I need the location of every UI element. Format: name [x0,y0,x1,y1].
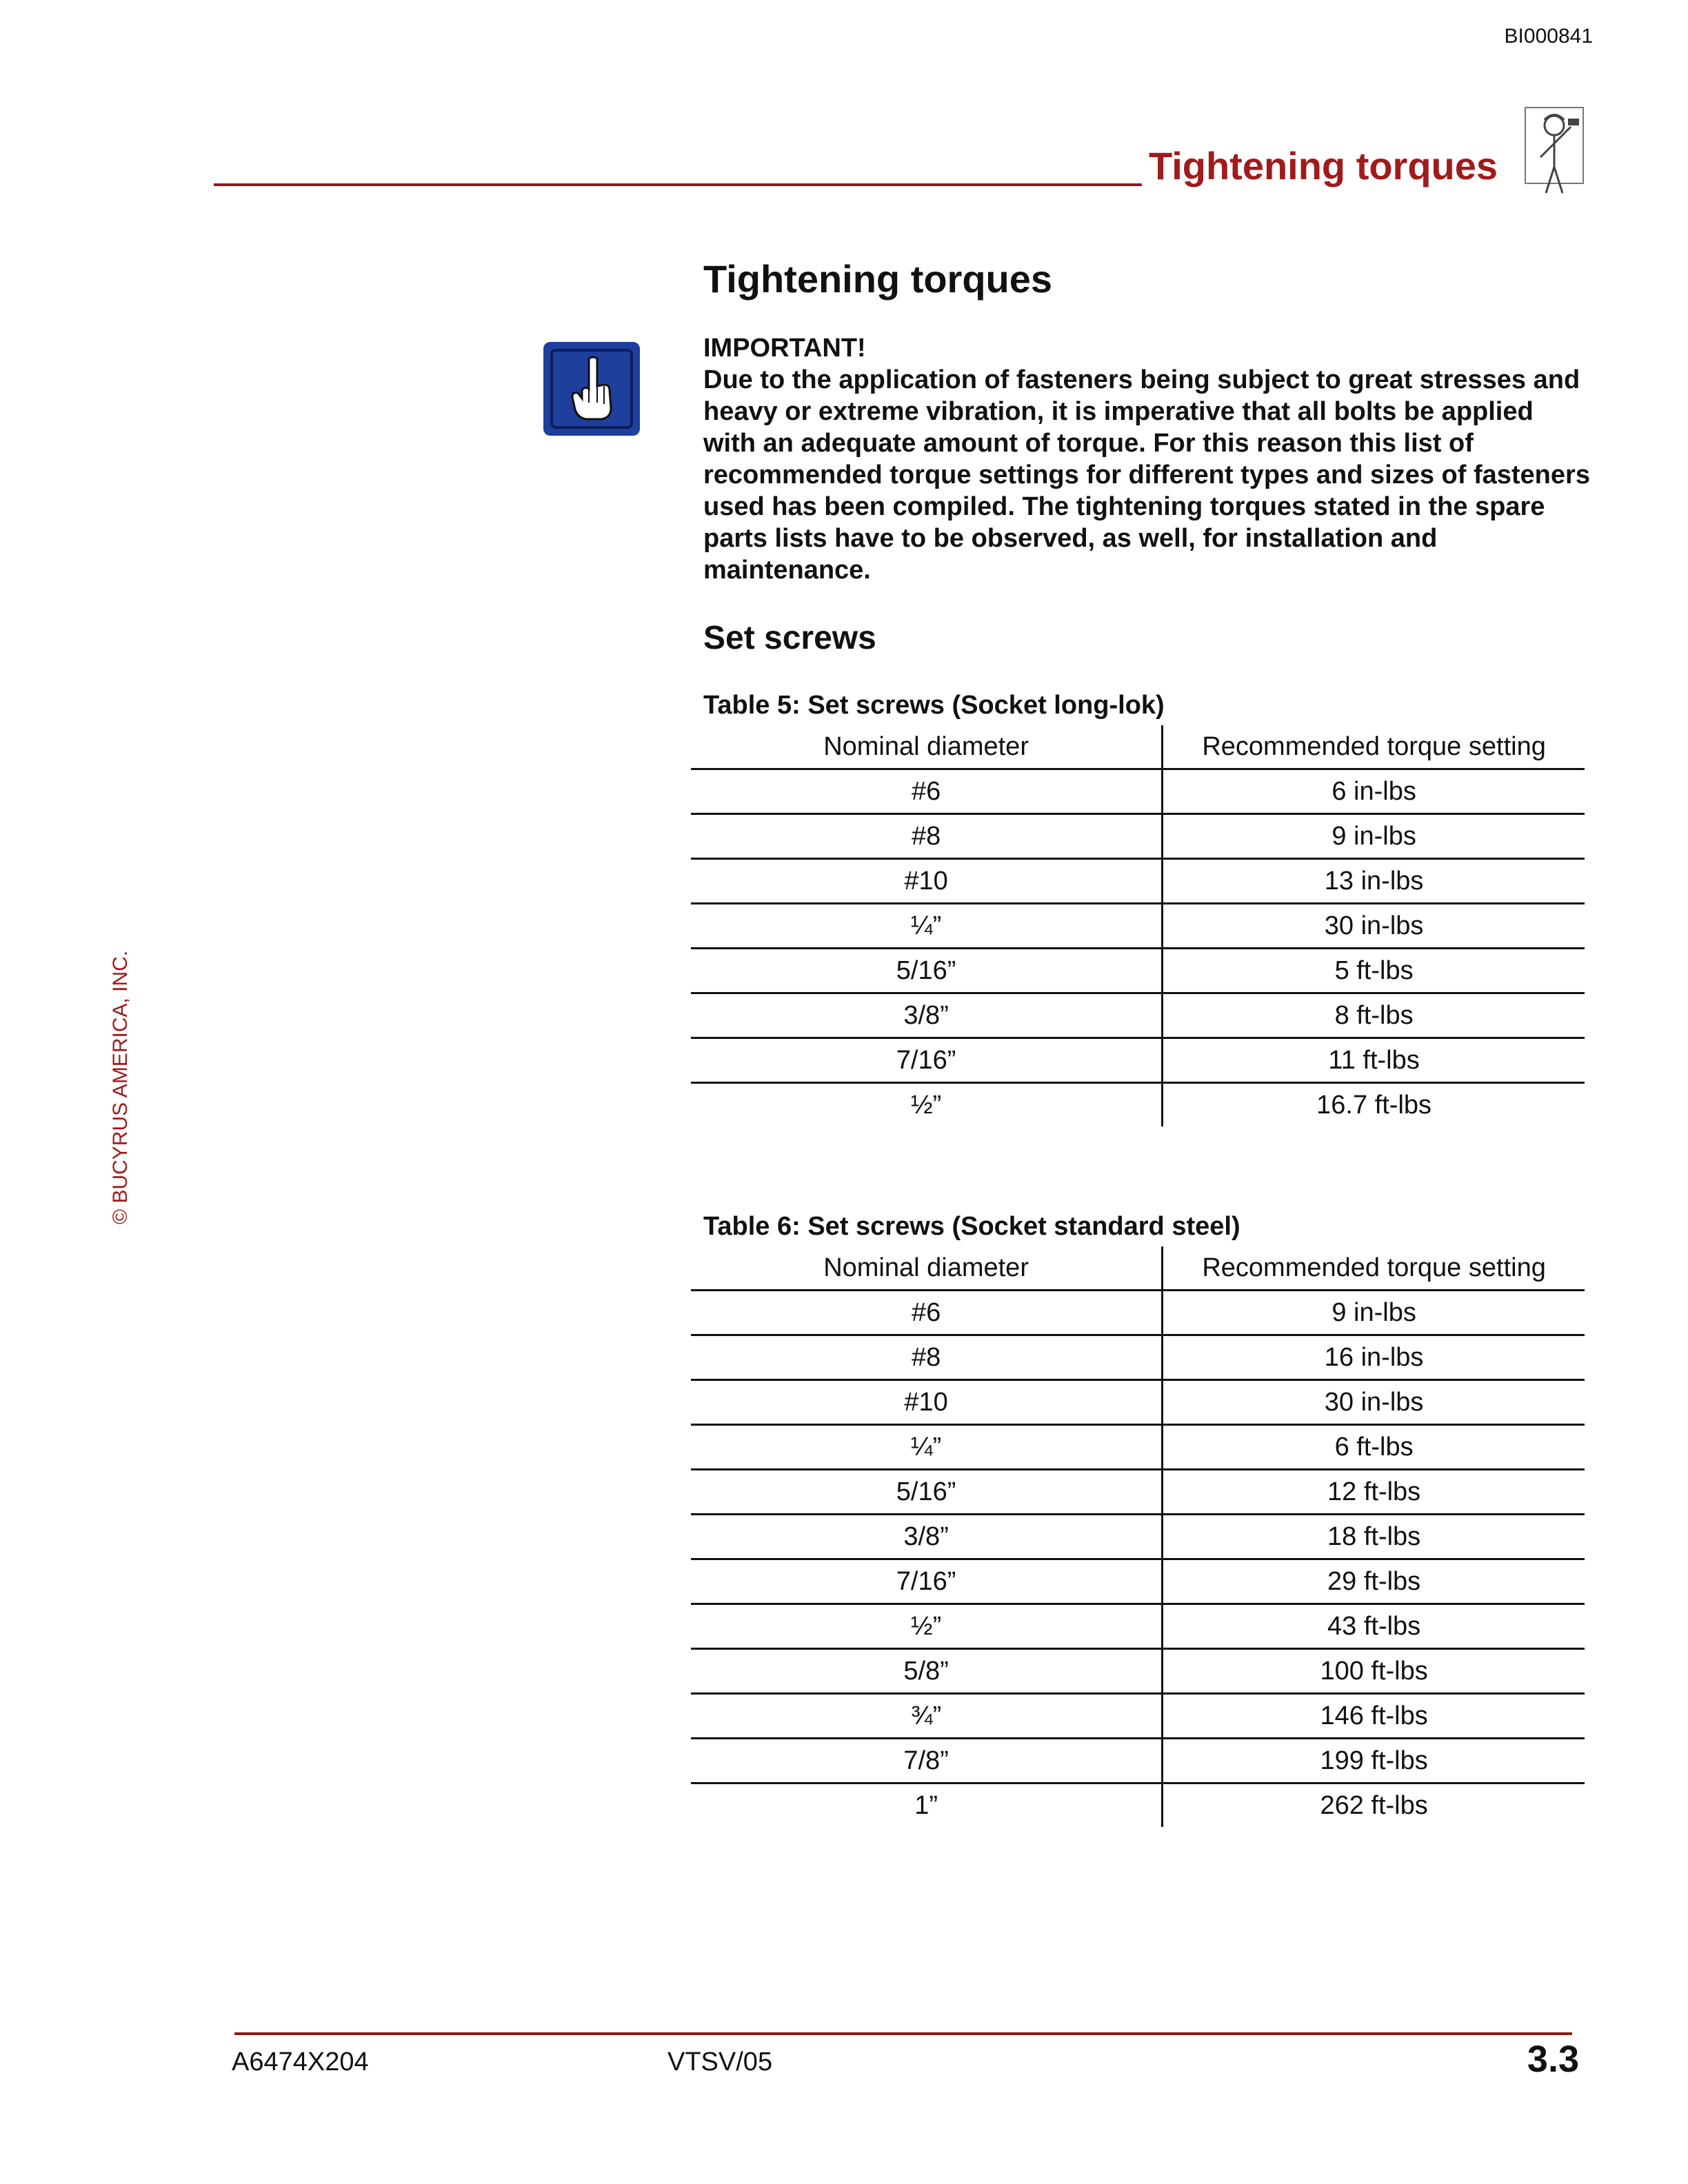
subsection-title: Set screws [703,620,876,656]
diameter-cell: #6 [691,1291,1163,1335]
torque-cell: 30 in-lbs [1163,1380,1585,1425]
diameter-cell: ¼” [691,904,1163,949]
table-5-caption: Table 5: Set screws (Socket long-lok) [703,691,1165,720]
diameter-cell: ¾” [691,1694,1163,1739]
table-row [691,1604,1585,1649]
table-row [691,1649,1585,1694]
header-rule [214,183,1142,186]
diameter-cell: 5/8” [691,1649,1163,1694]
torque-cell: 6 ft-lbs [1163,1425,1585,1470]
table-row [691,1515,1585,1559]
table-row [691,1291,1585,1335]
diameter-cell: 7/8” [691,1739,1163,1783]
footer-rule [234,2032,1572,2035]
table-row [691,769,1585,814]
torque-cell: 16.7 ft-lbs [1163,1083,1585,1127]
diameter-cell: #10 [691,859,1163,904]
diameter-cell: #6 [691,769,1163,814]
mechanic-figure-icon [1521,103,1587,200]
torque-cell: 9 in-lbs [1163,1291,1585,1335]
table-6 [691,1246,1585,1827]
footer-doc-number: A6474X204 [232,2048,369,2076]
diameter-cell: ¼” [691,1425,1163,1470]
diameter-cell: 3/8” [691,1515,1163,1559]
torque-cell: 29 ft-lbs [1163,1559,1585,1604]
torque-cell: 13 in-lbs [1163,859,1585,904]
diameter-cell: #8 [691,814,1163,859]
table-row [691,993,1585,1038]
torque-cell: 16 in-lbs [1163,1335,1585,1380]
table-header-row [691,1246,1585,1291]
diameter-cell: 1” [914,1790,938,1820]
table-row [691,1380,1585,1425]
diameter-cell: 7/16” [691,1559,1163,1604]
torque-cell: 6 in-lbs [1163,769,1585,814]
diameter-cell: #10 [691,1380,1163,1425]
pointing-finger-icon [542,341,641,437]
table-header-row [691,725,1585,769]
table-row [691,949,1585,993]
copyright-notice: © BUCYRUS AMERICA, INC. [109,950,132,1224]
table-row [691,1694,1585,1739]
table-5 [691,725,1585,1126]
torque-cell: 12 ft-lbs [1163,1470,1585,1515]
page-number: 3.3 [1527,2039,1579,2080]
table-6-caption: Table 6: Set screws (Socket standard steel) [703,1212,1240,1241]
document-id: BI000841 [1504,25,1593,48]
header-title: Tightening torques [1149,144,1498,188]
torque-cell: 18 ft-lbs [1163,1515,1585,1559]
diameter-cell: ½” [910,1090,942,1120]
section-title: Tightening torques [703,257,1053,301]
table-row [691,1425,1585,1470]
torque-cell: 8 ft-lbs [1163,993,1585,1038]
diameter-cell: 5/16” [691,949,1163,993]
table-row [691,814,1585,859]
diameter-cell: 5/16” [691,1470,1163,1515]
diameter-cell: #8 [691,1335,1163,1380]
torque-cell: 43 ft-lbs [1163,1604,1585,1649]
table-row [691,1783,1585,1828]
torque-cell: 5 ft-lbs [1163,949,1585,993]
table-row [691,1739,1585,1783]
important-text: Due to the application of fasteners being subject to great stresses and heavy or extreme vibration, it is imperative that all bolts be applied with an adequate amount of torque. For this reason this list of recommended torque settings for different types and sizes of fasteners used has been compiled. The tightening torques stated in the spare parts lists have to be observed, as well, for installation and maintenance. [703,365,1590,585]
torque-cell: 146 ft-lbs [1163,1694,1585,1739]
torque-cell: 262 ft-lbs [1163,1783,1585,1828]
table-row [691,1470,1585,1515]
torque-cell: 9 in-lbs [1163,814,1585,859]
diameter-cell: ½” [691,1604,1163,1649]
column-header-torque: Recommended torque setting [1163,1246,1585,1291]
table-row [691,904,1585,949]
column-header-diameter: Nominal diameter [691,725,1163,769]
column-header-diameter: Nominal diameter [691,1246,1163,1291]
torque-cell: 199 ft-lbs [1163,1739,1585,1783]
table-row [691,1559,1585,1604]
diameter-cell: 3/8” [691,993,1163,1038]
torque-cell: 30 in-lbs [1163,904,1585,949]
important-notice [703,332,1593,586]
torque-cell: 100 ft-lbs [1163,1649,1585,1694]
table-row [691,1335,1585,1380]
table-row [691,1083,1585,1127]
diameter-cell: 7/16” [691,1038,1163,1083]
torque-cell: 11 ft-lbs [1163,1038,1585,1083]
table-row [691,1038,1585,1083]
column-header-torque: Recommended torque setting [1163,725,1585,769]
footer-revision: VTSV/05 [667,2048,773,2076]
important-label: IMPORTANT! [703,334,866,363]
table-row [691,859,1585,904]
